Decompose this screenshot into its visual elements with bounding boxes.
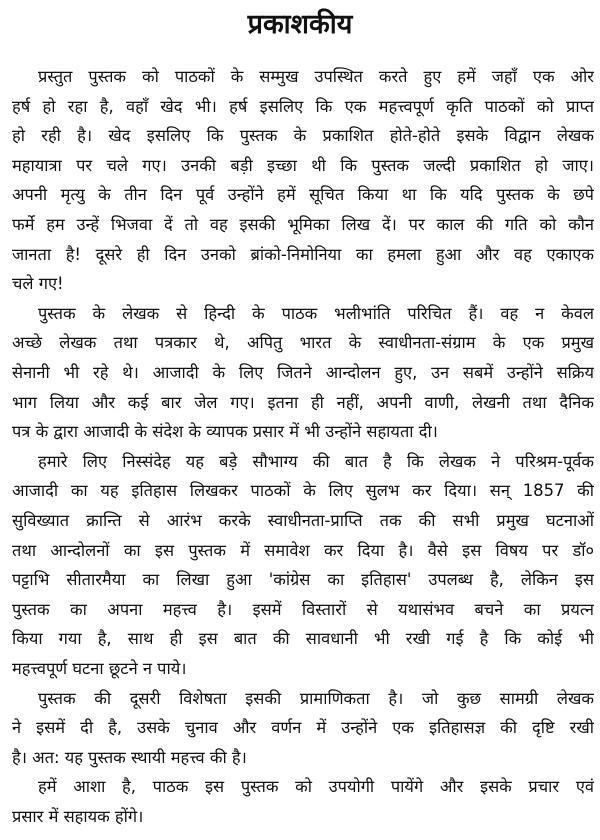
paragraph-2-line-4: भाग लिया और कई बार जेल गए। इतना ही नहीं, अपनी वाणी, लेखनी तथा दैनिक xyxy=(12,392,594,412)
paragraph-3-line-7: किया गया है, साथ ही इस बात की सावधानी भी रखी गई है कि कोई भी xyxy=(12,629,594,649)
paragraph-5-line-1: हमें आशा है, पाठक इस पुस्तक को उपयोगी पायेंगे और इसके प्रचार एवं xyxy=(38,777,594,797)
paragraph-1-line-1: प्रस्तुत पुस्तक को पाठकों के सम्मुख उपस्थित करते हुए हमें जहाँ एक ओर xyxy=(38,67,594,86)
paragraph-3-line-3: सुविख्यात क्रान्ति से आरंभ करके स्वाधीनता-प्राप्ति तक की सभी प्रमुख घटनाओं xyxy=(12,511,594,530)
paragraph-1-line-4: महायात्रा पर चले गए। उनकी बड़ी इच्छा थी कि पुस्तक जल्दी प्रकाशित हो जाए। xyxy=(12,155,594,175)
paragraph-1-line-7: जानता है! दूसरे ही दिन उनको ब्रांको-निमोनिया का हमला हुआ और वह एकाएक xyxy=(12,244,594,264)
paragraph-4-line-2: ने इसमें दी है, उसके चुनाव और वर्णन में उन्होंने एक इतिहासज्ञ की दृष्टि रखी xyxy=(12,718,594,738)
paragraph-3-line-2: आजादी का यह इतिहास लिखकर पाठकों के लिए सुलभ कर दिया। सन् 1857 की xyxy=(12,481,594,501)
paragraph-4-line-3: है। अत: यह पुस्तक स्थायी महत्त्व की है। xyxy=(12,747,247,767)
paragraph-3-line-6: पुस्तक का अपना महत्त्व है। इसमें विस्तारों से यथासंभव बचने का प्रयत्न xyxy=(12,599,594,619)
paragraph-2-line-2: अच्छे लेखक तथा पत्रकार थे, अपितु भारत के स्वाधीनता-संग्राम के एक प्रमुख xyxy=(12,333,594,353)
paragraph-3-line-5: पट्टाभि सीतारमैया का लिखा हुआ 'कांग्रेस का इतिहास' उपलब्ध है, लेकिन इस xyxy=(12,570,594,590)
paragraph-2-line-5: पत्र के द्वारा आजादी के संदेश के व्यापक प्रसार में भी उन्होंने सहायता दी। xyxy=(12,422,438,442)
paragraph-4-line-1: पुस्तक की दूसरी विशेषता इसकी प्रामाणिकता है। जो कुछ सामग्री लेखक xyxy=(38,688,594,708)
paragraph-3-line-4: तथा आन्दोलनों का इस पुस्तक में समावेश कर दिया है। वैसे इस विषय पर डॉ० xyxy=(12,540,594,560)
paragraph-3-line-1: हमारे लिए निस्संदेह यह बड़े सौभाग्य की बात है कि लेखक ने परिश्रम-पूर्वक xyxy=(38,451,594,471)
paragraph-1-line-6: फर्मे हम उन्हें भिजवा दें तो वह इसकी भूमिका लिख दें। पर काल की गति को कौन xyxy=(12,215,594,234)
paragraph-1-line-3: हो रही है। खेद इसलिए कि पुस्तक के प्रकाशित होते-होते इसके विद्वान लेखक xyxy=(12,126,594,146)
page-title: प्रकाशकीय xyxy=(247,9,353,40)
paragraph-1-line-2: हर्ष हो रहा है, वहाँ खेद भी। हर्ष इसलिए कि एक महत्त्वपूर्ण कृति पाठकों को प्राप्त xyxy=(12,96,594,116)
paragraph-3-line-8: महत्त्वपूर्ण घटना छूटने न पाये। xyxy=(12,659,187,678)
paragraph-1-line-8: चले गए! xyxy=(12,274,64,294)
paragraph-1-line-5: अपनी मृत्यु के तीन दिन पूर्व उन्होंने हमें सूचित किया था कि यदि पुस्तक के छपे xyxy=(12,185,594,205)
paragraph-2-line-1: पुस्तक के लेखक से हिन्दी के पाठक भलीभांति परिचित हैं। वह न केवल xyxy=(38,303,594,323)
paragraph-5-line-2: प्रसार में सहायक होंगे। xyxy=(12,807,144,826)
paragraph-2-line-3: सेनानी भी रहे थे। आजादी के लिए जितने आन्दोलन हुए, उन सबमें उन्होंने सक्रिय xyxy=(12,363,594,382)
